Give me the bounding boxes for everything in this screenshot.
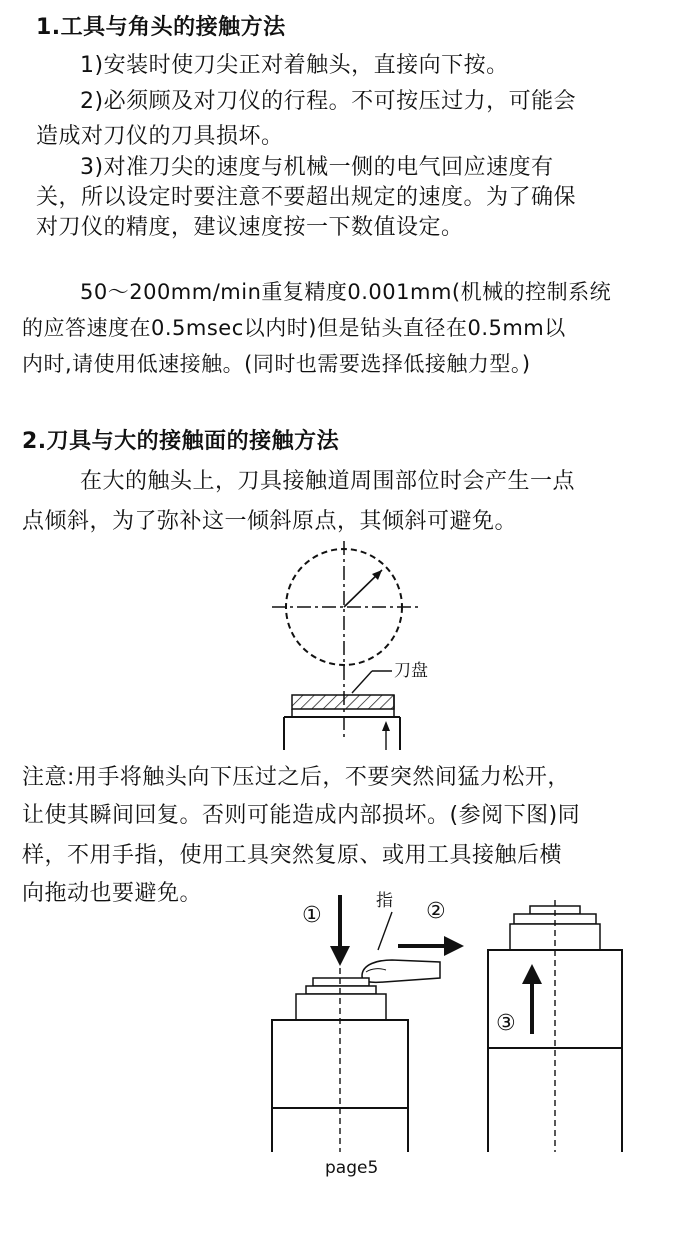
note-line2: 让使其瞬间回复。否则可能造成内部损坏。(参阅下图)同	[22, 803, 581, 828]
spec-line2: 的应答速度在0.5msec以内时)但是钻头直径在0.5mm以	[22, 316, 566, 340]
spec-line1: 50～200mm/min重复精度0.001mm(机械的控制系统	[80, 280, 612, 304]
tool-disk-label: 刀盘	[394, 661, 428, 681]
arrow-down-icon	[330, 946, 350, 966]
step1-label: ①	[302, 903, 322, 928]
note-line1: 注意:用手将触头向下压过之后，不要突然间猛力松开，	[22, 765, 570, 790]
step3-label: ③	[496, 1011, 516, 1036]
step2-label: ②	[426, 899, 446, 924]
section1-item2-line2: 造成对刀仪的刀具损坏。	[36, 124, 284, 149]
arrow-right-icon	[444, 936, 464, 956]
section1-item3-line1: 3)对准刀尖的速度与机械一侧的电气回应速度有	[80, 155, 554, 180]
finger-icon	[362, 960, 440, 982]
section1-title: 1.工具与角头的接触方法	[36, 15, 286, 40]
section2-para-line1: 在大的触头上，刀具接触道周围部位时会产生一点	[80, 469, 576, 494]
section1-item2-line1: 2)必须顾及对刀仪的行程。不可按压过力，可能会	[80, 89, 577, 114]
section2-para-line2: 点倾斜，为了弥补这一倾斜原点，其倾斜可避免。	[22, 509, 518, 534]
section1-item1: 1)安装时使刀尖正对着触头，直接向下按。	[80, 53, 509, 78]
page-number: page5	[325, 1158, 379, 1178]
note-line3: 样，不用手指，使用工具突然复原、或用工具接触后横	[22, 843, 563, 868]
section2-title: 2.刀具与大的接触面的接触方法	[22, 429, 340, 454]
note-line4: 向拖动也要避免。	[22, 881, 203, 906]
spec-line3: 内时,请使用低速接触。(同时也需要选择低接触力型。)	[22, 352, 531, 376]
section1-item3-line3: 对刀仪的精度，建议速度按一下数值设定。	[36, 215, 464, 240]
press-release-figure	[0, 890, 700, 1160]
finger-label: 指	[376, 891, 393, 911]
contact-surface-figure	[0, 545, 700, 775]
section1-item3-line2: 关，所以设定时要注意不要超出规定的速度。为了确保	[36, 185, 577, 210]
